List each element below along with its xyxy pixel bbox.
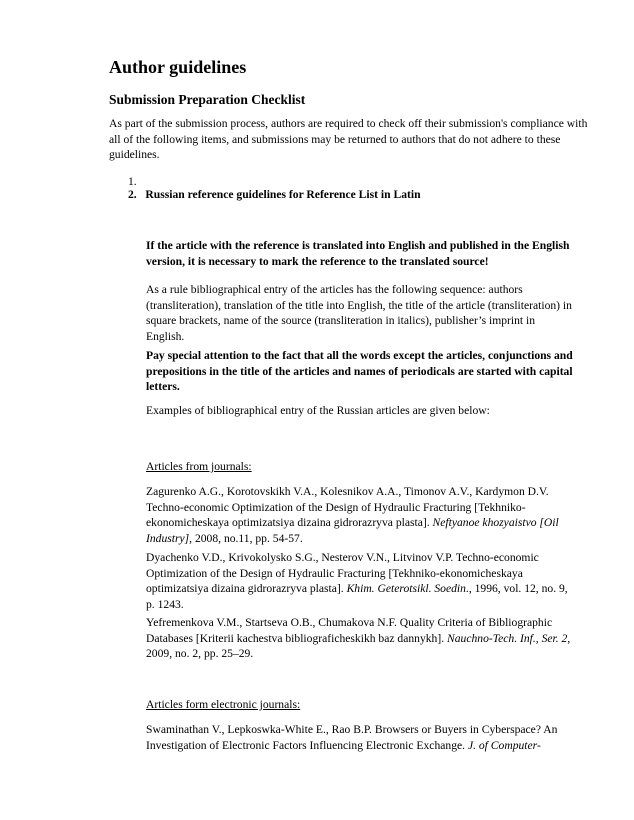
translation-note: If the article with the reference is translated into English and published in the English version, it is necessary to mark the reference to the translated source! bbox=[146, 239, 570, 268]
page-title: Author guidelines bbox=[109, 57, 247, 77]
intro-paragraph: As part of the submission process, authors are required to check off their submission's compliance with all of the following items, and submissions may be returned to authors that do not adhere to these guidelines. bbox=[109, 117, 588, 162]
reference-entry: Yefremenkova V.M., Startseva O.B., Chumakova N.F. Quality Criteria of Bibliographic Databases [Kriterii kachestva bibliograficheskikh baz dannykh]. Nauchno-Tech. Inf., Ser. 2, 2009, no. 2, pp. 25–29. bbox=[146, 616, 571, 661]
examples-intro: Examples of bibliographical entry of the Russian articles are given below: bbox=[146, 404, 490, 417]
reference-entry: Dyachenko V.D., Krivokolysko S.G., Nesterov V.N., Litvinov V.P. Techno-economic Optimization of the Design of Hydraulic Fracturing [Tekhniko-ekonomicheskaya optimizatsiya dizaina gidrorazryva plasta]. Khim. Geterotsikl. Soedin., 1996, vol. 12, no. 9, p. 1243. bbox=[146, 551, 568, 611]
reference-entry: Swaminathan V., Lepkoswka-White E., Rao B.P. Browsers or Buyers in Cyberspace? An Investigation of Electronic Factors Influencing Electronic Exchange. J. of Computer- bbox=[146, 723, 558, 752]
journals-heading: Articles from journals: bbox=[146, 460, 252, 473]
rule-paragraph: As a rule bibliographical entry of the articles has the following sequence: authors (transliteration), translation of the title into English, the title of the article (transliteration) in square brackets, name of the source (transliteration in italics), publisher’s imprint in English. bbox=[146, 283, 572, 343]
reference-source: J. of Computer- bbox=[467, 738, 541, 752]
reference-source: Khim. Geterotsikl. Soedin bbox=[346, 582, 466, 596]
section-title: Submission Preparation Checklist bbox=[109, 92, 306, 107]
list-item-number: 1. bbox=[128, 175, 137, 188]
reference-entry: Zagurenko A.G., Korotovskikh V.A., Kolesnikov A.A., Timonov A.V., Kardymon D.V. Techno-economic Optimization of the Design of Hydraulic Fracturing [Tekhniko-ekonomicheskaya optimizatsiya dizaina gidrorazryva plasta]. Neftyanoe khozyaistvo [Oil Industry], 2008, no.11, pp. 54-57. bbox=[146, 485, 559, 545]
electronic-journals-heading: Articles form electronic journals: bbox=[146, 698, 301, 711]
list-item-number: 2. bbox=[128, 188, 137, 201]
list-item bbox=[128, 187, 421, 203]
reference-source: Neftyanoe khozyaistvo [Oil Industry] bbox=[146, 516, 559, 545]
reference-source: Nauchno-Tech. Inf., Ser. 2 bbox=[447, 631, 568, 645]
list-item-text: Russian reference guidelines for Reference List in Latin bbox=[145, 188, 421, 201]
attention-paragraph: Pay special attention to the fact that all the words except the articles, conjunctions and prepositions in the title of the articles and names of periodicals are started with capital letters. bbox=[146, 349, 573, 394]
